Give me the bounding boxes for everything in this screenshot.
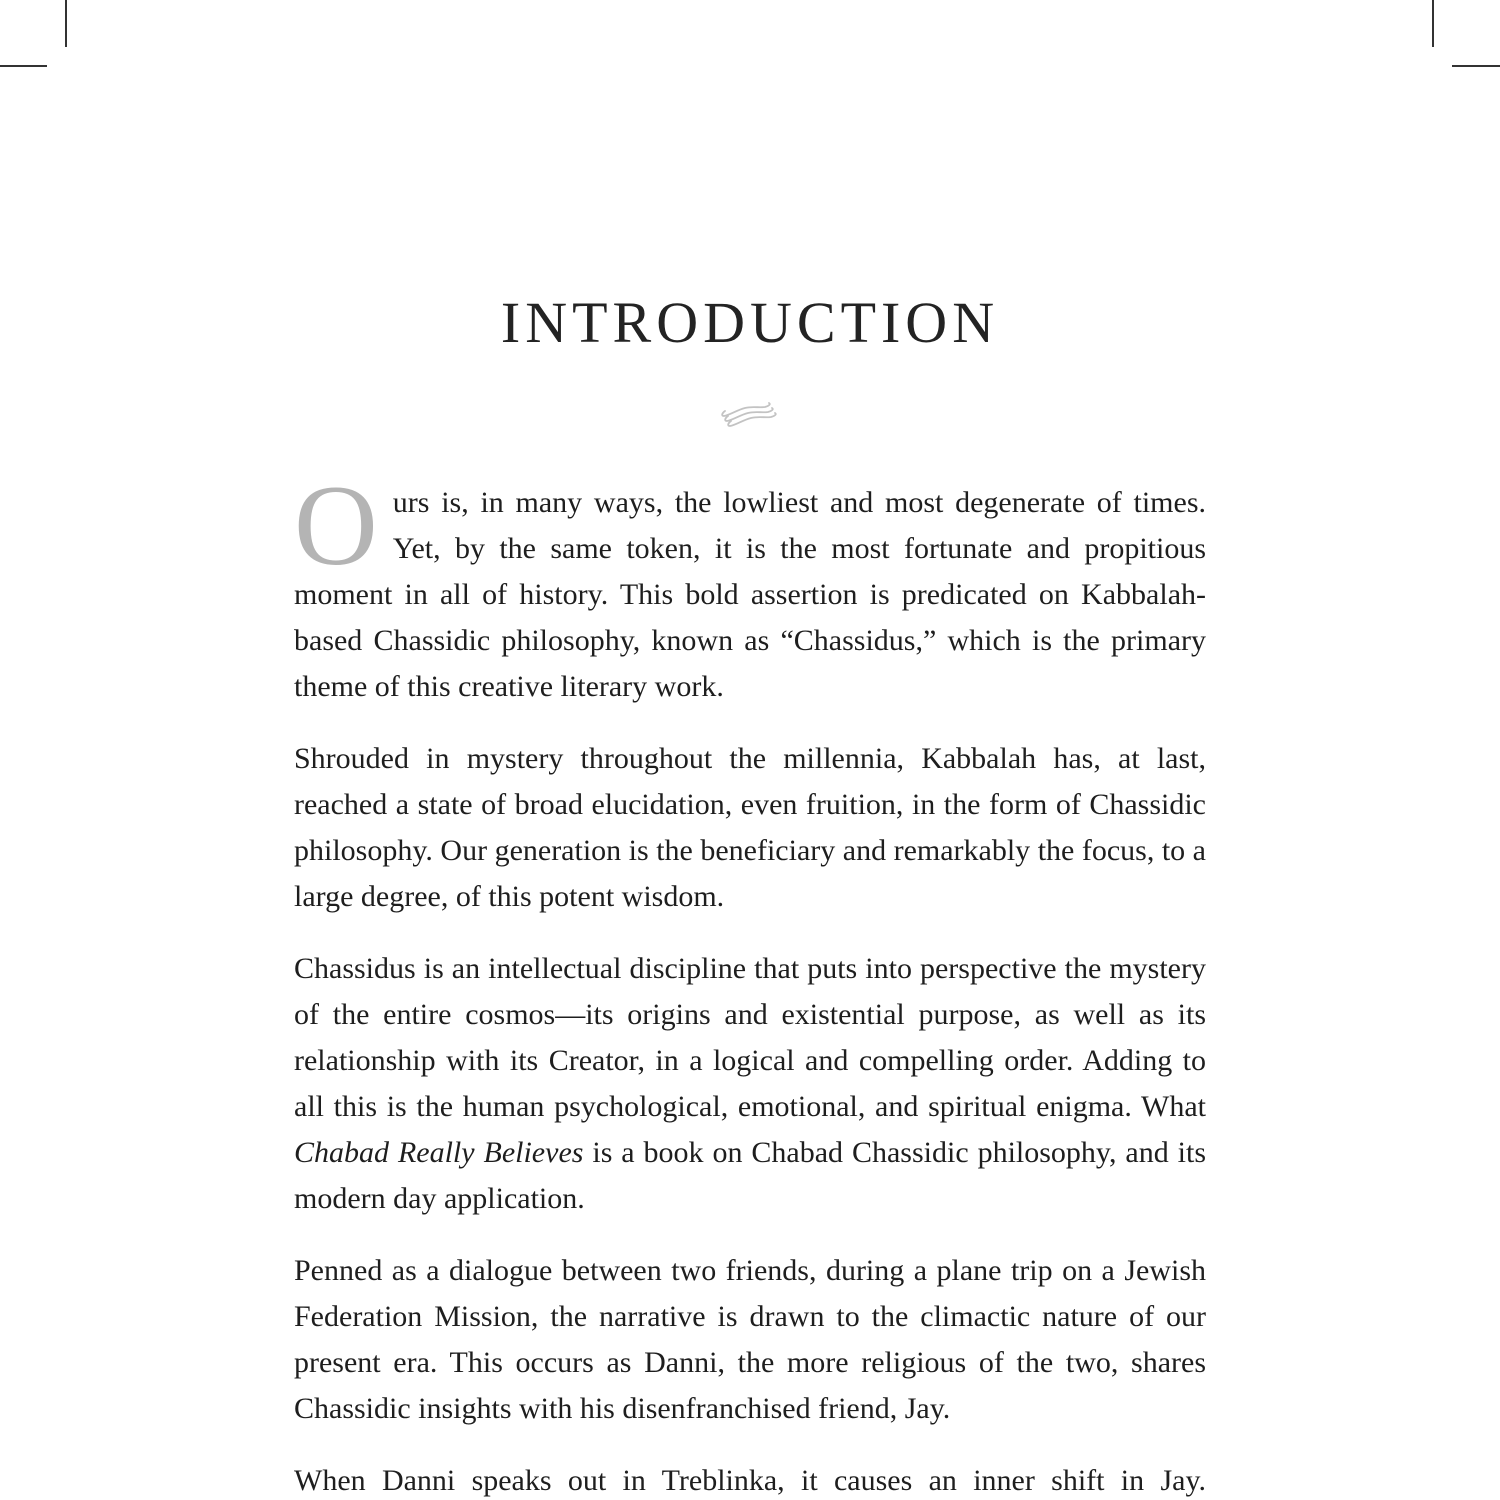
- paragraph-5: [294, 1458, 1206, 1500]
- crop-mark-top-right-vertical: [1432, 0, 1434, 47]
- drop-cap: O: [294, 462, 378, 590]
- paragraph-3: [294, 946, 1206, 1222]
- paragraph-1-text: urs is, in many ways, the lowliest and most degenerate of times. Yet, by the same token, it is the most fortunate and propitious moment in all of history. This bold assertion is predicated on Kabbalah-based Chassidic philosophy, known as “Chassidus,” which is the primary theme of this creative literary work.: [294, 486, 1206, 703]
- paragraph-4: [294, 1248, 1206, 1432]
- chapter-title: INTRODUCTION: [500, 290, 1000, 355]
- paragraph-2-text: Shrouded in mystery throughout the millennia, Kabbalah has, at last, reached a state of broad elucidation, even fruition, in the form of Chassidic philosophy. Our generation is the beneficiary and remarkably the focus, to a large degree, of this potent wisdom.: [294, 742, 1206, 913]
- page-content: [294, 0, 1206, 1500]
- paragraph-2: [294, 736, 1206, 920]
- paragraph-1: [294, 462, 1206, 710]
- paragraph-3-text-pre: Chassidus is an intellectual discipline that puts into perspective the mystery of the entire cosmos—its origins and existential purpose, as well as its relationship with its Creator, in a logical and compelling order. Adding to all this is the human psychological, emotional, and spiritual enigma. What: [294, 952, 1206, 1123]
- crop-mark-top-left-vertical: [65, 0, 67, 47]
- paragraph-5-text: When Danni speaks out in Treblinka, it causes an inner shift in Jay.: [294, 1464, 1206, 1497]
- flourish-icon: [294, 402, 1206, 430]
- paragraph-3-text-post: is a book on Chabad Chassidic philosophy, and its modern day application.: [294, 1136, 1206, 1215]
- book-title-italic: Chabad Really Believes: [294, 1136, 584, 1169]
- crop-mark-top-right-horizontal: [1452, 65, 1500, 67]
- crop-mark-top-left-horizontal: [0, 65, 47, 67]
- paragraph-4-text: Penned as a dialogue between two friends, during a plane trip on a Jewish Federation Mission, the narrative is drawn to the climactic nature of our present era. This occurs as Danni, the more religious of the two, shares Chassidic insights with his disenfranchised friend, Jay.: [294, 1254, 1206, 1425]
